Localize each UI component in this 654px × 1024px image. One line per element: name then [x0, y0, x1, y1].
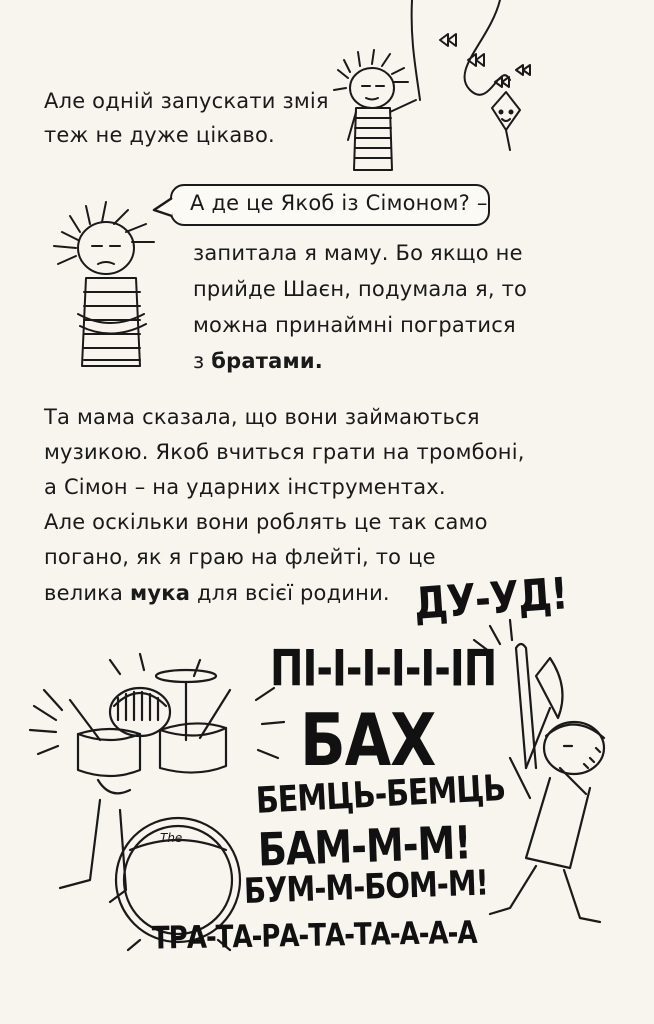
paragraph3-line2: музикою. Якоб вчиться грати на тромбоні,: [44, 440, 525, 464]
emphasis-brothers: братами.: [211, 349, 323, 373]
paragraph3-line6-suffix: для всієї родини.: [190, 581, 390, 605]
paragraph2-line1: запитала я маму. Бо якщо не: [193, 241, 523, 265]
paragraph2-line3: можна принаймні погратися: [193, 313, 516, 337]
sfx-duud: ДУ-УД!: [412, 568, 569, 630]
sfx-bemts: БЕМЦЬ-БЕМЦЬ: [254, 767, 507, 823]
girl-with-kite-illustration: [320, 0, 620, 180]
paragraph3-line6-prefix: велика: [44, 581, 130, 605]
paragraph3-line6: [44, 576, 390, 610]
paragraph3-line5: погано, як я граю на флейті, то це: [44, 545, 436, 569]
sfx-tra: ТРА-ТА-РА-ТА-ТА-А-А-А: [151, 915, 477, 957]
sfx-bamm: БАМ-М-М!: [257, 816, 472, 877]
speech-bubble-text: А де це Якоб із Сімоном? –: [190, 191, 488, 215]
paragraph2-line2: прийде Шаєн, подумала я, то: [193, 277, 528, 301]
paragraph2-line4-prefix: з: [193, 349, 212, 373]
paragraph3-line4: Але оскільки вони роблять це так само: [44, 510, 488, 534]
girl-arms-crossed-illustration: [40, 196, 170, 386]
paragraph2-line4: [193, 344, 323, 378]
sfx-piiip: ПІ-І-І-І-І-ІП: [270, 640, 497, 698]
sfx-bakh: БАХ: [300, 699, 436, 783]
drum-logo-text: The: [160, 831, 183, 845]
sfx-bum: БУМ-М-БОМ-М!: [243, 862, 489, 912]
paragraph3-line1: Та мама сказала, що вони займаються: [44, 405, 480, 429]
paragraph1-line1: Але одній запускати змія: [44, 89, 329, 113]
emphasis-torment: мука: [130, 581, 191, 605]
paragraph3-line3: а Сімон – на ударних інструментах.: [44, 475, 446, 499]
paragraph1-line2: теж не дуже цікаво.: [44, 123, 275, 147]
